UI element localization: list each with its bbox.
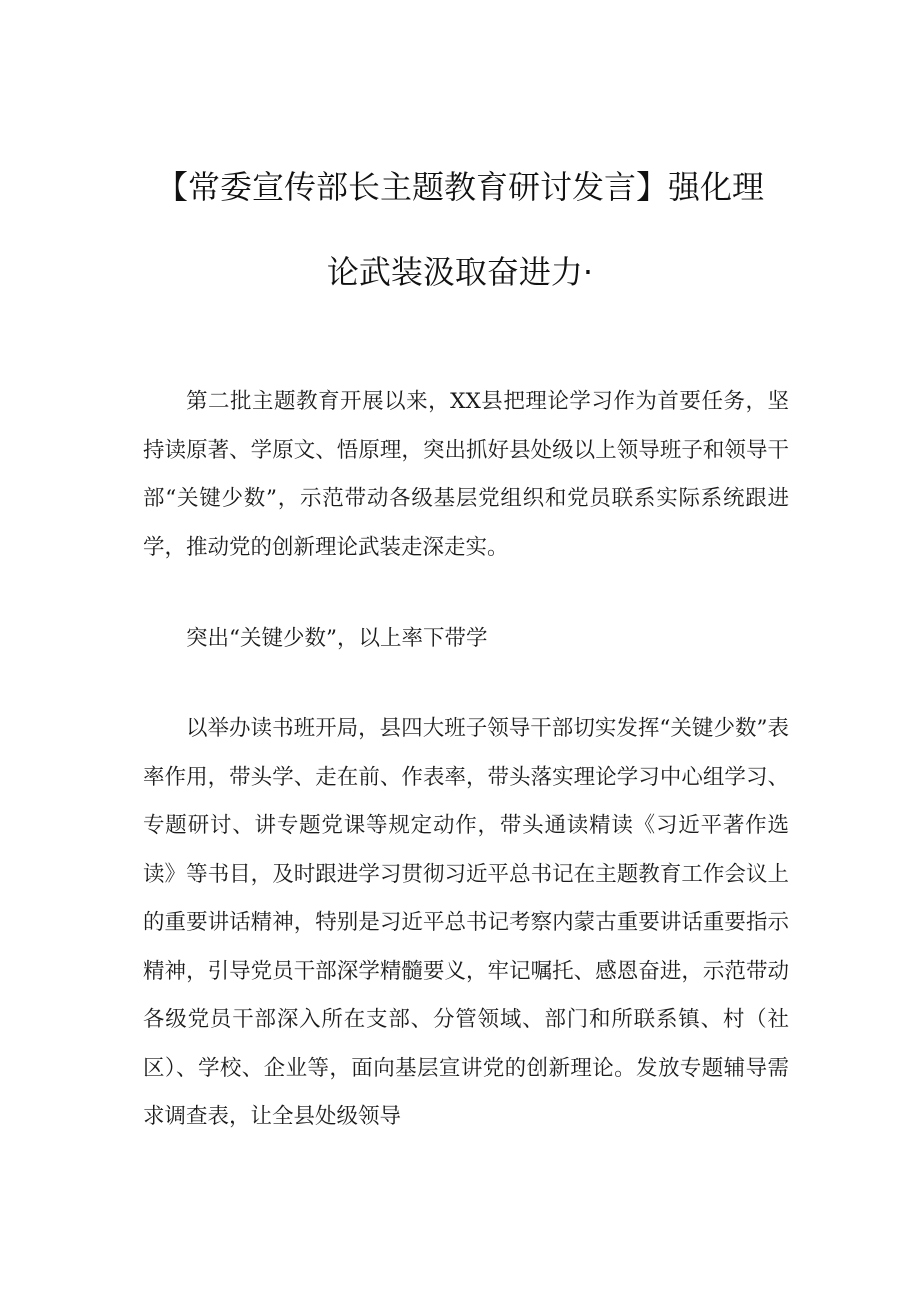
document-title-line-2: 论武装汲取奋进力· (326, 253, 594, 291)
section-heading: 突出“关键少数”，以上率下带学 (186, 626, 488, 651)
document-title-line-1: 【常委宣传部长主题教育研讨发言】强化理 (155, 168, 764, 206)
intro-paragraph: 第二批主题教育开展以来，XX县把理论学习作为首要任务，坚持读原著、学原文、悟原理，突出抓好县处级以上领导班子和领导干部“关键少数”，示范带动各级基层党组织和党员联系实际系统跟进学，推动党的创新理论武装走深走实。 (143, 389, 789, 560)
body-paragraph: 以举办读书班开局，县四大班子领导干部切实发挥“关键少数”表率作用，带头学、走在前、作表率，带头落实理论学习中心组学习、专题研讨、讲专题党课等规定动作，带头通读精读《习近平著作选读》等书目，及时跟进学习贯彻习近平总书记在主题教育工作会议上的重要讲话精神，特别是习近平总书记考察内蒙古重要讲话重要指示精神，引导党员干部深学精髓要义，牢记嘱托、感恩奋进，示范带动各级党员干部深入所在支部、分管领域、部门和所联系镇、村（社区）、学校、企业等，面向基层宣讲党的创新理论。发放专题辅导需求调查表，让全县处级领导 (143, 716, 789, 1129)
